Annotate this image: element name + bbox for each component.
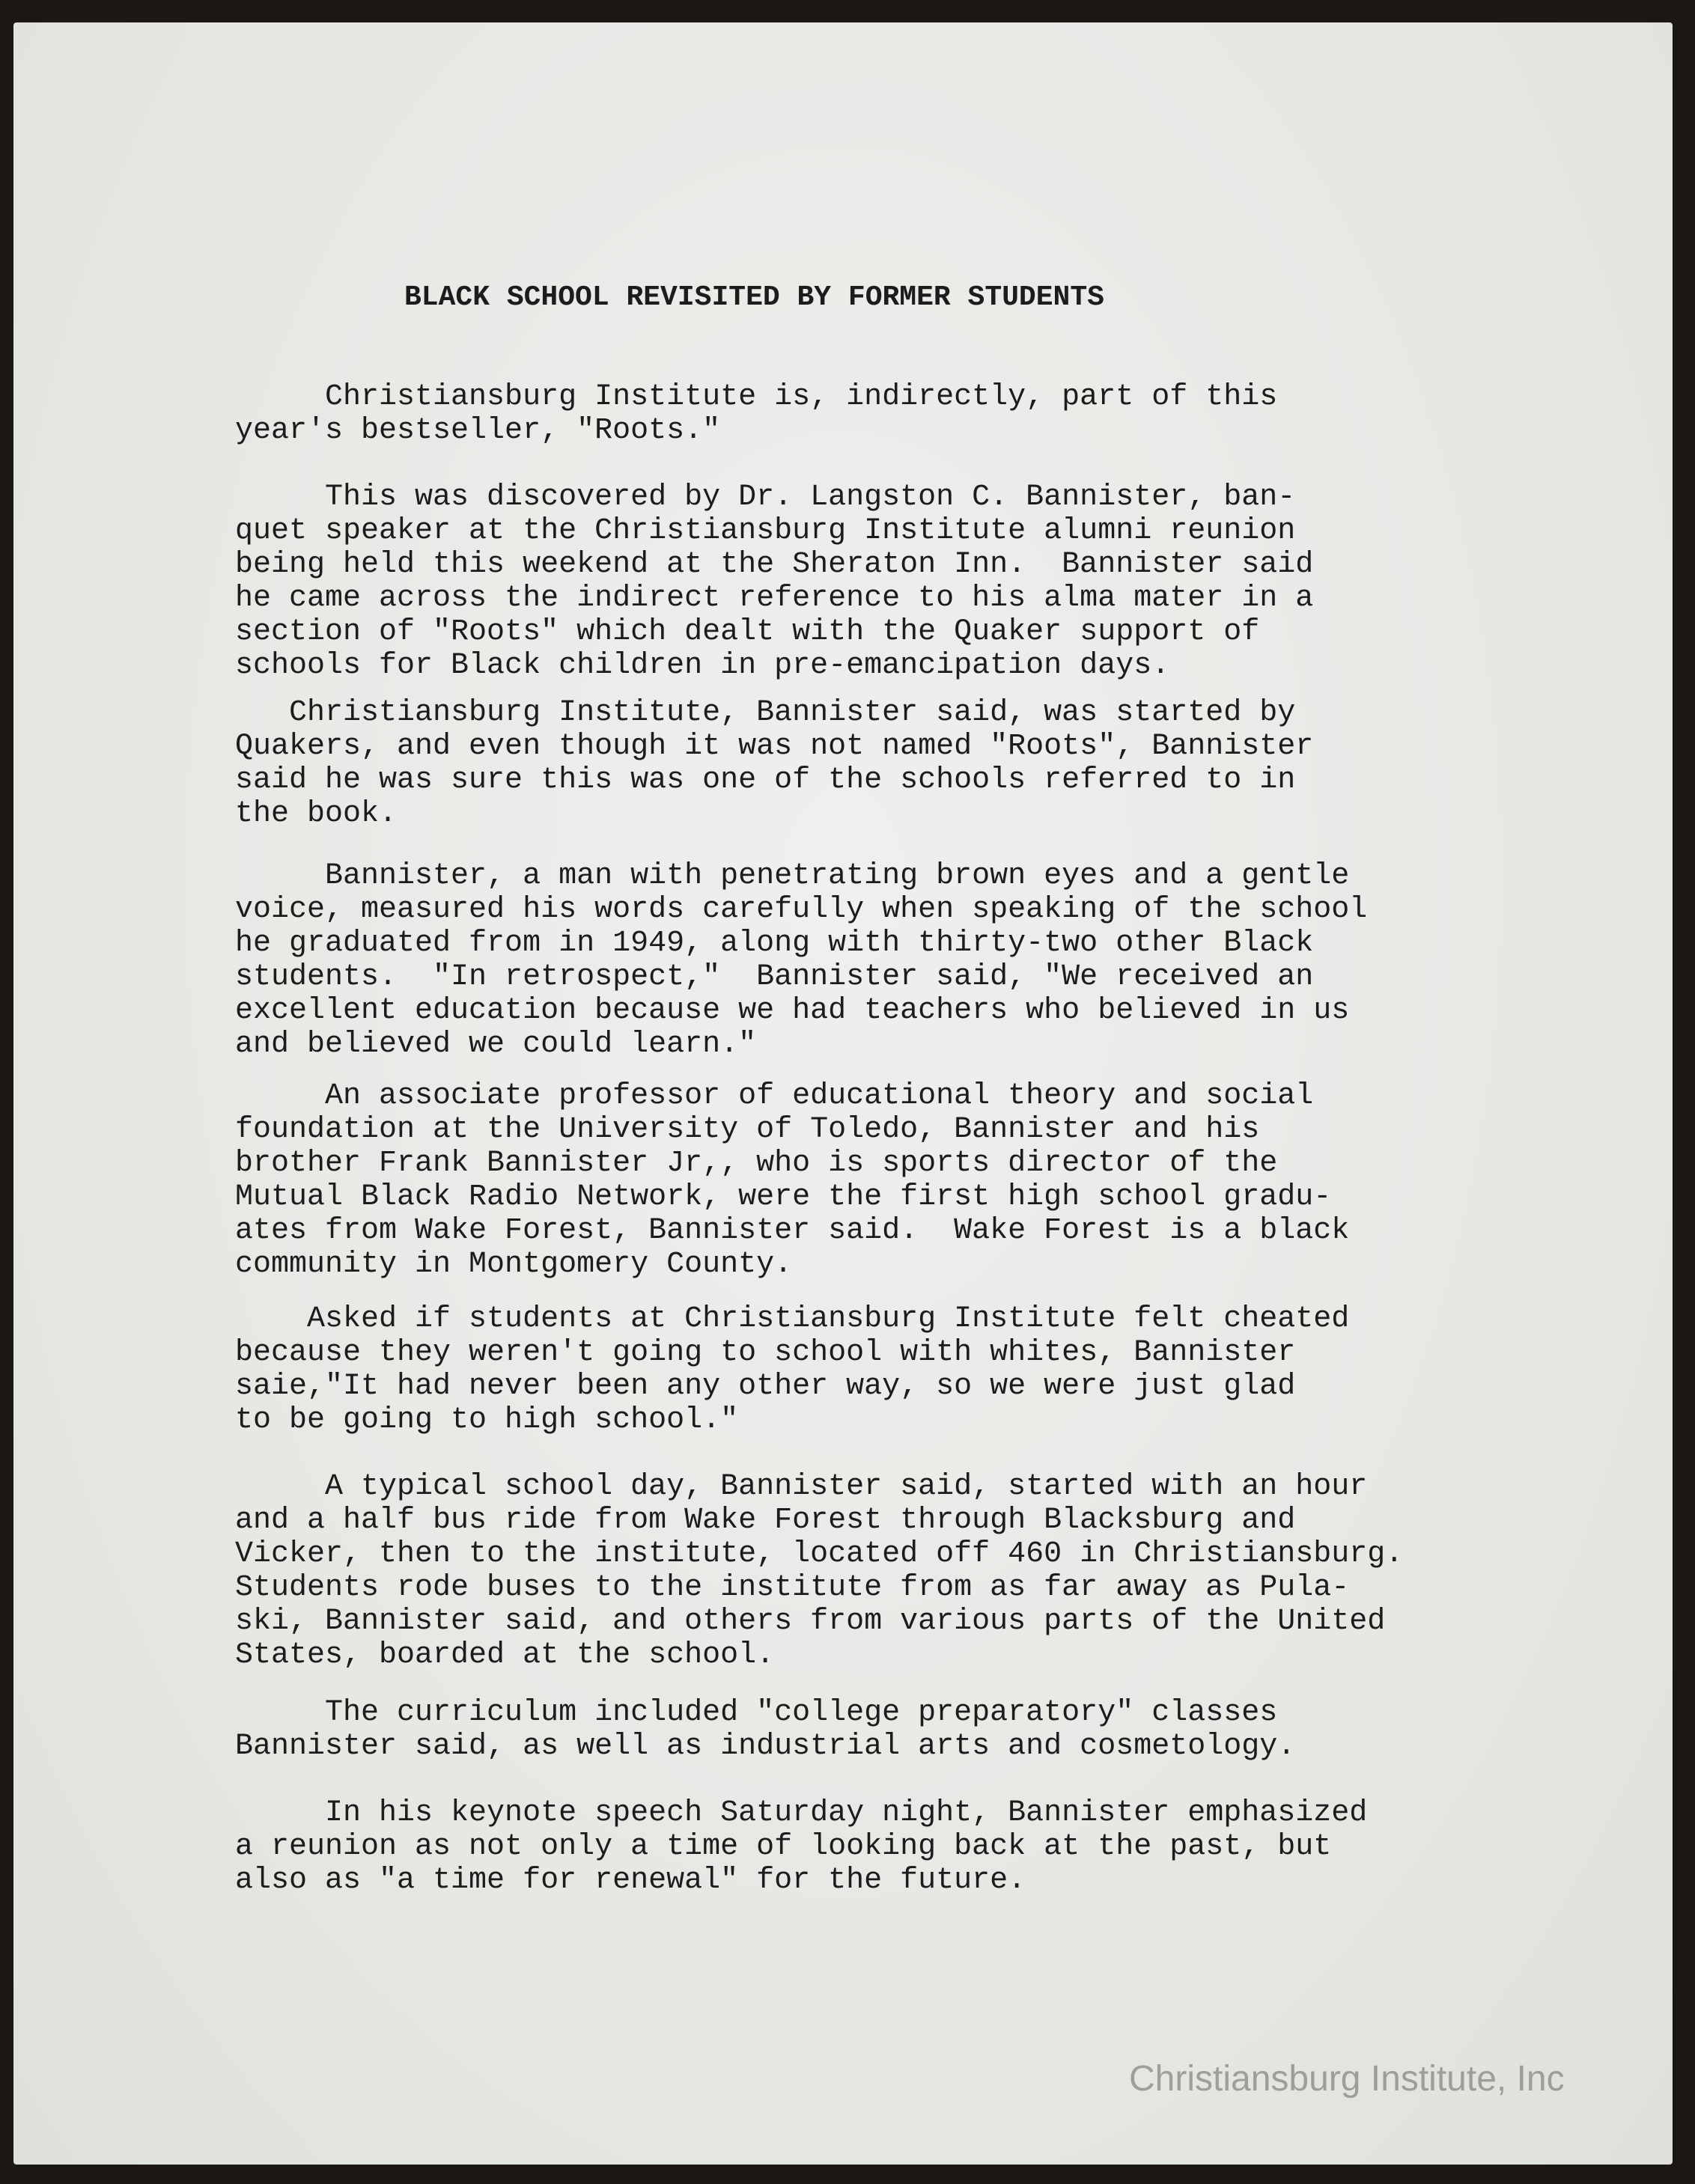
paragraph-line: Mutual Black Radio Network, were the first high school gradu- [235, 1180, 1332, 1214]
paragraph-line: quet speaker at the Christiansburg Institute alumni reunion [235, 514, 1296, 548]
paragraph-line: brother Frank Bannister Jr,, who is sports director of the [235, 1147, 1278, 1180]
paragraph-line: Quakers, and even though it was not named "Roots", Bannister [235, 730, 1314, 763]
paragraph-line: An associate professor of educational theory and social [235, 1079, 1314, 1113]
paragraph-line: States, boarded at the school. [235, 1638, 775, 1672]
paragraph-3 [235, 696, 1508, 831]
paragraph-9 [235, 1796, 1508, 1897]
paragraph-line: foundation at the University of Toledo, Bannister and his [235, 1113, 1260, 1147]
paragraph-line: Students rode buses to the institute from as far away as Pula- [235, 1571, 1350, 1605]
paragraph-4 [235, 859, 1508, 1061]
paragraph-line: the book. [235, 797, 398, 831]
document-title: BLACK SCHOOL REVISITED BY FORMER STUDENTS [404, 281, 1104, 314]
paragraph-line: excellent education because we had teachers who believed in us [235, 994, 1350, 1028]
paragraph-line: The curriculum included "college preparatory" classes [235, 1696, 1278, 1730]
paragraph-8 [235, 1696, 1508, 1763]
paragraph-line: he graduated from in 1949, along with thirty-two other Black [235, 927, 1314, 960]
paragraph-line: Asked if students at Christiansburg Institute felt cheated [235, 1302, 1350, 1336]
paragraph-line: being held this weekend at the Sheraton Inn. Bannister said [235, 548, 1314, 582]
paragraph-line: a reunion as not only a time of looking back at the past, but [235, 1830, 1332, 1864]
paragraph-line: saie,"It had never been any other way, so we were just glad [235, 1370, 1296, 1403]
paragraph-line: said he was sure this was one of the schools referred to in [235, 763, 1296, 797]
archive-watermark: Christiansburg Institute, Inc [1129, 2059, 1565, 2099]
paragraph-line: Bannister said, as well as industrial arts and cosmetology. [235, 1730, 1296, 1763]
paragraph-line: year's bestseller, "Roots." [235, 414, 721, 448]
paragraph-line: Christiansburg Institute is, indirectly, part of this [235, 380, 1278, 414]
paragraph-1 [235, 380, 1508, 448]
paragraph-line: because they weren't going to school with whites, Bannister [235, 1336, 1296, 1370]
paragraph-line: section of "Roots" which dealt with the Quaker support of [235, 615, 1260, 649]
paragraph-line: A typical school day, Bannister said, started with an hour [235, 1470, 1368, 1504]
paragraph-line: This was discovered by Dr. Langston C. Bannister, ban- [235, 481, 1296, 514]
paragraph-line: Christiansburg Institute, Bannister said, was started by [235, 696, 1296, 730]
paragraph-line: students. "In retrospect," Bannister said, "We received an [235, 960, 1314, 994]
paragraph-line: ski, Bannister said, and others from various parts of the United [235, 1605, 1386, 1638]
typed-page [13, 22, 1673, 2165]
paragraph-7 [235, 1470, 1508, 1672]
paragraph-5 [235, 1079, 1508, 1281]
paragraph-line: In his keynote speech Saturday night, Bannister emphasized [235, 1796, 1368, 1830]
paragraph-line: voice, measured his words carefully when speaking of the school [235, 893, 1368, 927]
paragraph-line: community in Montgomery County. [235, 1248, 793, 1281]
paragraph-2 [235, 481, 1508, 683]
paragraph-line: and believed we could learn." [235, 1028, 757, 1061]
paragraph-line: schools for Black children in pre-emancipation days. [235, 649, 1170, 683]
paragraph-line: Vicker, then to the institute, located off 460 in Christiansburg. [235, 1537, 1404, 1571]
paragraph-line: and a half bus ride from Wake Forest through Blacksburg and [235, 1504, 1296, 1537]
paragraph-line: Bannister, a man with penetrating brown eyes and a gentle [235, 859, 1350, 893]
paragraph-line: to be going to high school." [235, 1403, 739, 1437]
paragraph-6 [235, 1302, 1508, 1437]
paragraph-line: ates from Wake Forest, Bannister said. Wake Forest is a black [235, 1214, 1350, 1248]
paragraph-line: also as "a time for renewal" for the future. [235, 1864, 1026, 1897]
paragraph-line: he came across the indirect reference to his alma mater in a [235, 582, 1314, 615]
